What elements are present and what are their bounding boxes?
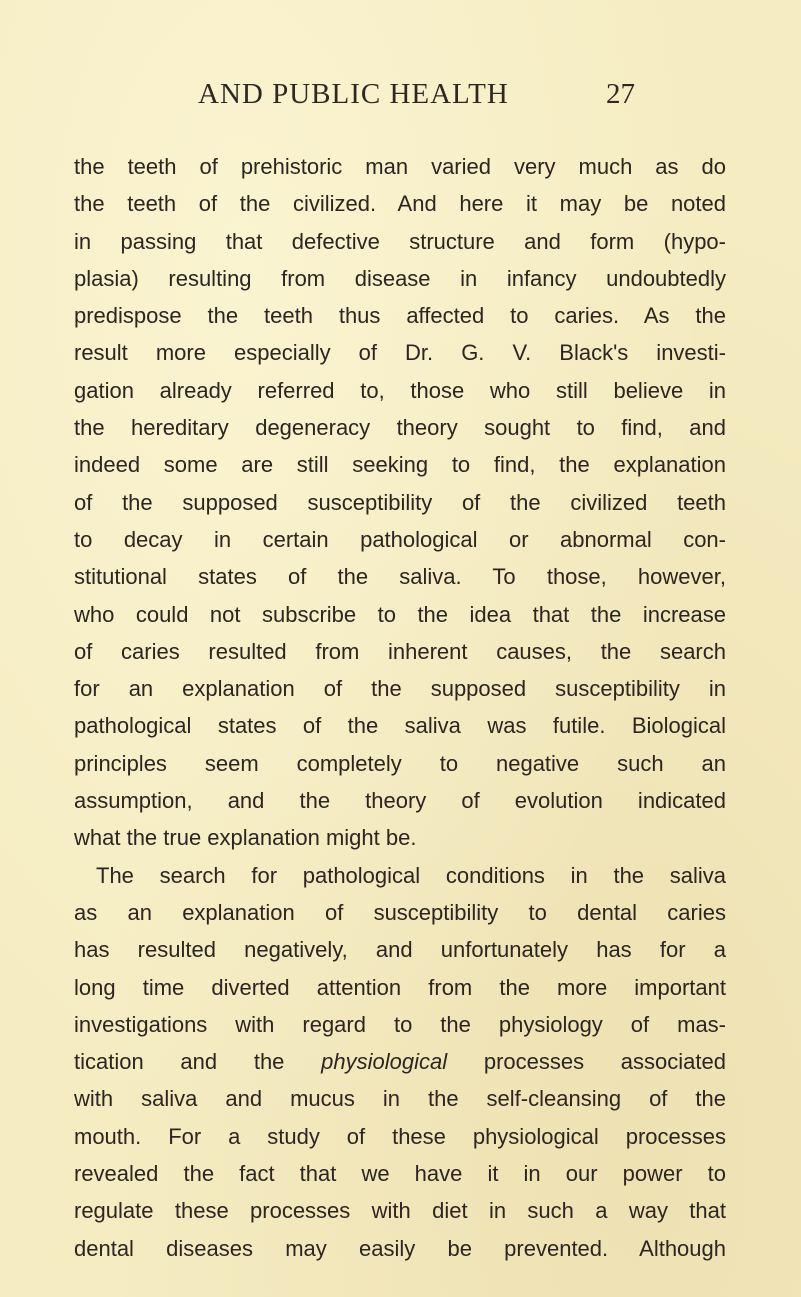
text-line: gation already referred to, those who still believe in xyxy=(74,377,726,403)
text-line: revealed the fact that we have it in our power to xyxy=(74,1161,726,1187)
text-line: regulate these processes with diet in such a way that xyxy=(74,1198,726,1224)
text-line: in passing that defective structure and form (hypo- xyxy=(74,228,726,254)
text-line: investigations with regard to the physiology of mas- xyxy=(74,1011,726,1037)
text-line: predispose the teeth thus affected to caries. As the xyxy=(74,303,726,329)
text-line: dental diseases may easily be prevented. Although xyxy=(74,1235,726,1261)
text-segment: tication and the xyxy=(74,1049,285,1075)
text-line: with saliva and mucus in the self-cleansing of the xyxy=(74,1086,726,1112)
text-line: for an explanation of the supposed susceptibility in xyxy=(74,676,726,702)
text-line: pathological states of the saliva was futile. Biological xyxy=(74,713,726,739)
text-line: indeed some are still seeking to find, the explanation xyxy=(74,452,726,478)
page-number: 27 xyxy=(606,78,635,110)
running-title: AND PUBLIC HEALTH xyxy=(198,78,509,110)
text-line: of caries resulted from inherent causes, the search xyxy=(74,638,726,664)
text-line: the hereditary degeneracy theory sought to find, and xyxy=(74,415,726,441)
text-segment: processes associated xyxy=(483,1049,726,1075)
text-line: of the supposed susceptibility of the civilized teeth xyxy=(74,489,726,515)
text-line: plasia) resulting from disease in infancy undoubtedly xyxy=(74,265,726,291)
text-line: has resulted negatively, and unfortunately has for a xyxy=(74,937,726,963)
text-line: as an explanation of susceptibility to dental caries xyxy=(74,899,726,925)
running-head xyxy=(0,78,801,126)
text-line: The search for pathological conditions in the saliva xyxy=(96,862,726,888)
body-text xyxy=(74,148,726,1267)
text-line: principles seem completely to negative such an xyxy=(74,750,726,776)
text-line: the teeth of prehistoric man varied very much as do xyxy=(74,154,726,179)
text-line: long time diverted attention from the more important xyxy=(74,974,726,1000)
text-line: mouth. For a study of these physiological processes xyxy=(74,1123,726,1149)
text-line: what the true explanation might be. xyxy=(74,825,417,851)
text-line-with-italic xyxy=(74,1043,726,1080)
text-line: result more especially of Dr. G. V. Black's investi- xyxy=(74,340,726,366)
text-line: assumption, and the theory of evolution indicated xyxy=(74,788,726,814)
text-line: to decay in certain pathological or abnormal con- xyxy=(74,526,726,552)
text-line: the teeth of the civilized. And here it may be noted xyxy=(74,191,726,217)
text-line: who could not subscribe to the idea that the increase xyxy=(74,601,726,627)
italic-word: physiological xyxy=(321,1049,448,1075)
text-line: stitutional states of the saliva. To those, however, xyxy=(74,564,726,590)
